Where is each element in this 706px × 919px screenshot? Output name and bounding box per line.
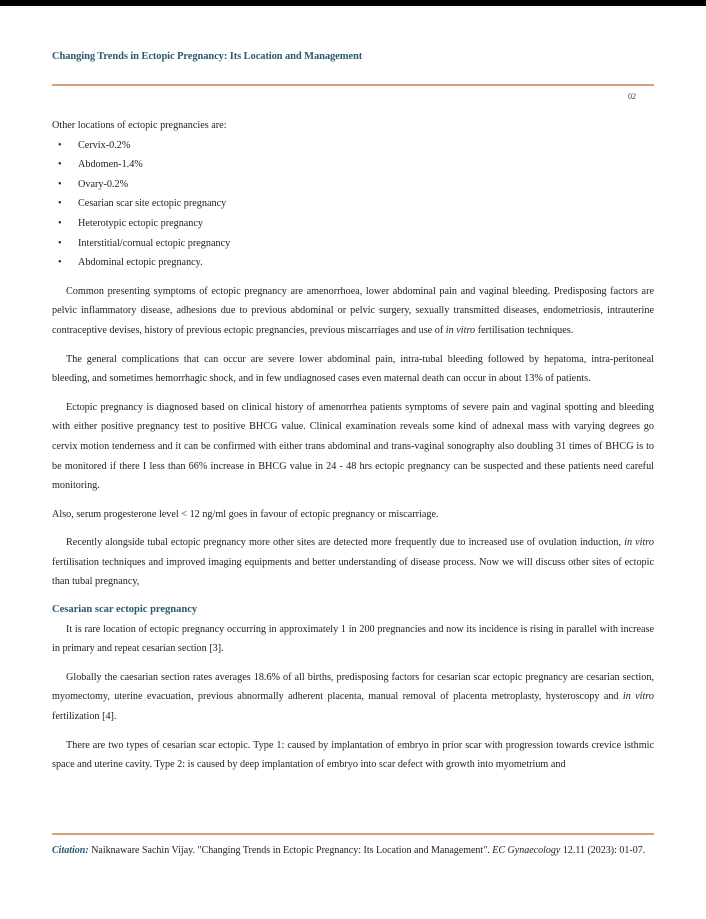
paragraph-scar-factors: Globally the caesarian section rates averages 18.6% of all births, predisposing factors for cesarian scar ectopic pregnancy are cesarian section, myomectomy, uterine evacuation, previous abnormally adherent placenta, manual removal of placenta metroplasty, hysteroscopy and in vitro fertilization [4]. (52, 671, 655, 723)
list-item: • Abdomen-1.4% (52, 155, 654, 175)
section-heading: Cesarian scar ectopic pregnancy (52, 604, 198, 616)
list-item: • Interstitial/cornual ectopic pregnancy (52, 234, 654, 254)
top-border (0, 0, 706, 6)
bullet-icon: • (58, 178, 62, 190)
paragraph-progesterone: Also, serum progesterone level < 12 ng/ml goes in favour of ectopic pregnancy or miscarriage. (52, 508, 439, 520)
bullet-icon: • (58, 139, 62, 151)
running-title: Changing Trends in Ectopic Pregnancy: Its Location and Management (52, 51, 363, 62)
list-item: • Abdominal ectopic pregnancy. (52, 253, 654, 273)
paragraph-other-sites: Recently alongside tubal ectopic pregnancy more other sites are detected more frequently due to increased use of ovulation induction, in vitro fertilisation techniques and improved imaging equipments and better understanding of disease process. Now we will discuss other sites of ectopic than tubal pregnancy, (52, 537, 654, 588)
header-divider (52, 84, 654, 86)
bullet-icon: • (58, 159, 62, 171)
bullet-icon: • (58, 237, 62, 249)
bullet-icon: • (58, 217, 62, 229)
paragraph-scar-incidence: It is rare location of ectopic pregnancy occurring in approximately 1 in 200 pregnancies and now its incidence is rising in parallel with increase in primary and repeat cesarian section [3]. (52, 623, 654, 655)
list-item: • Ovary-0.2% (52, 175, 654, 195)
article-body (52, 116, 654, 775)
list-item: • Cesarian scar site ectopic pregnancy (52, 194, 654, 214)
citation: Citation: Naiknaware Sachin Vijay. "Changing Trends in Ectopic Pregnancy: Its Location and Management". EC Gynaecology 12.11 (2023): 01-07. (52, 845, 646, 856)
locations-list (52, 136, 654, 273)
paragraph-complications: The general complications that can occur are severe lower abdominal pain, intra-tubal bleeding followed by hepatoma, intra-peritoneal bleeding, and sometimes hemorrhagic shock, and in few undiagnosed cases even maternal death can occur in about 13% of patients. (52, 353, 654, 385)
bullet-icon: • (58, 257, 62, 269)
locations-intro: Other locations of ectopic pregnancies are: (52, 120, 227, 131)
paragraph-diagnosis: Ectopic pregnancy is diagnosed based on clinical history of amenorrhea patients symptoms of severe pain and vaginal spotting and bleeding with either positive pregnancy test to positive BHCG value. Clinical examination reveals some kind of adnexal mass with varying degrees go cervix motion tenderness and it can be confirmed with either trans abdominal and trans-vaginal sonography also doubling 31 times of BHCG is to be monitored if there I less than 66% increase in BHCG value in 24 - 48 hrs ectopic pregnancy can be suspected and these patients need careful monitoring. (52, 401, 654, 492)
journal-name: EC Gynaecology (492, 845, 561, 856)
footer-divider (52, 833, 654, 835)
paragraph-symptoms: Common presenting symptoms of ectopic pregnancy are amenorrhoea, lower abdominal pain and vaginal bleeding. Predisposing factors are pelvic inflammatory disease, adhesions due to previous abdominal or pelvic surgery, sexually transmitted diseases, endometriosis, intrauterine contraceptive devises, history of previous ectopic pregnancies, previous miscarriages and use of in vitro fertilisation techniques. (52, 285, 654, 336)
citation-label: Citation: (52, 845, 89, 856)
paragraph-scar-types: There are two types of cesarian scar ectopic. Type 1: caused by implantation of embryo in prior scar with progression towards crevice isthmic space and uterine cavity. Type 2: is caused by deep implantation of embryo into scar defect with growth into myometrium and (52, 739, 654, 771)
list-item: • Cervix-0.2% (52, 136, 654, 156)
page-number: 02 (628, 92, 636, 101)
bullet-icon: • (58, 198, 62, 210)
list-item: • Heterotypic ectopic pregnancy (52, 214, 654, 234)
